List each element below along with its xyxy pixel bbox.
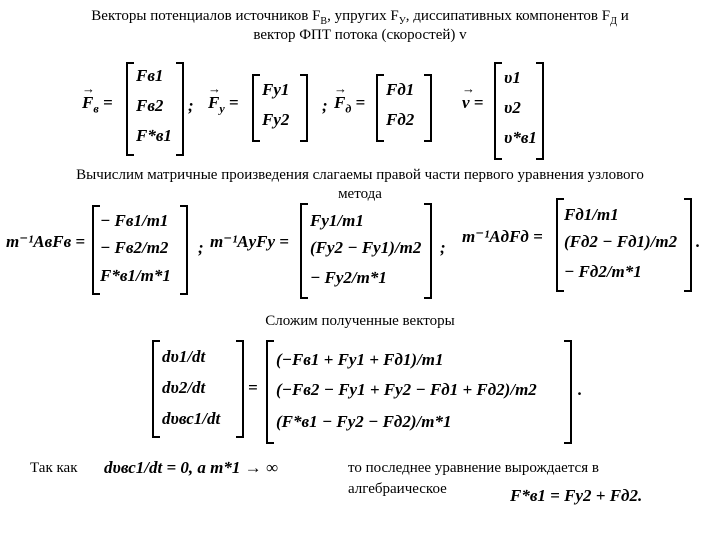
vector-v-row-2: υ2 (504, 98, 521, 117)
product-2-lhs: m⁻¹AуFу = (210, 232, 289, 251)
conclusion-condition: dυвс1/dt = 0, а m*1 → ∞ (104, 458, 278, 477)
conclusion-then: то последнее уравнение вырождается в (348, 460, 599, 476)
vector-fu-lhs: → $F_у$ = (208, 93, 239, 116)
vector-fb-left-bracket (126, 62, 134, 156)
vector-fd-row-2: Fд2 (386, 110, 415, 129)
vector-fb-right-bracket (176, 62, 184, 156)
conclusion-since: Так как (30, 460, 78, 476)
sum-lhs-row-3: dυвс1/dt (162, 409, 221, 428)
vector-fu-row-1: Fу1 (262, 80, 290, 99)
product-1-row-1: − Fв1/m1 (100, 211, 169, 230)
vector-fu-left-bracket (252, 74, 260, 142)
vector-v-row-1: υ1 (504, 68, 521, 87)
vector-v-right-bracket (536, 62, 544, 160)
product-3-row-2: (Fд2 − Fд1)/m2 (564, 232, 678, 251)
vector-fd-left-bracket (376, 74, 384, 142)
product-3-row-3: − Fд2/m*1 (564, 262, 642, 281)
product-3-end: . (696, 232, 701, 251)
vector-fu-row-2: Fу2 (262, 110, 290, 129)
product-1-right-bracket (180, 205, 188, 295)
sum-rhs-row-3: (F*в1 − Fу2 − Fд2)/m*1 (276, 412, 452, 431)
heading-line-1: Векторы потенциалов источников $F_В$, упругих $F_У$, диссипативных компонентов $F_Д$ и (91, 8, 629, 27)
product-1-left-bracket (92, 205, 100, 295)
vector-v-lhs: → v = (462, 93, 483, 113)
sum-rhs-row-2: (−Fв2 − Fу1 + Fу2 − Fд1 + Fд2)/m2 (276, 380, 537, 399)
product-1-sep: ; (198, 238, 204, 257)
product-3-right-bracket (684, 198, 692, 292)
product-1-row-2: − Fв2/m2 (100, 238, 169, 257)
product-2-sep: ; (440, 238, 446, 257)
product-2-row-3: − Fу2/m*1 (310, 268, 387, 287)
vector-fd-lhs: → $F_д$ = (334, 93, 365, 116)
vector-fb-row-3: F*в1 (136, 126, 172, 145)
vector-fb-lhs: → $F_в$ = (82, 93, 113, 116)
product-3-row-1: Fд1/m1 (564, 205, 619, 224)
vector-fb-row-1: Fв1 (136, 66, 164, 85)
product-3-left-bracket (556, 198, 564, 292)
compute-text-line-2: метода (338, 186, 382, 202)
vector-v-row-3: υ*в1 (504, 128, 537, 147)
conclusion-result: F*в1 = Fу2 + Fд2. (510, 486, 643, 505)
sum-lhs-left-bracket (152, 340, 160, 438)
sum-lhs-row-2: dυ2/dt (162, 378, 206, 397)
product-1-row-3: F*в1/m*1 (100, 266, 171, 285)
product-2-row-1: Fу1/m1 (310, 211, 364, 230)
product-2-left-bracket (300, 203, 308, 299)
sum-rhs-row-1: (−Fв1 + Fу1 + Fд1)/m1 (276, 350, 444, 369)
sum-equals: = (248, 378, 258, 397)
vector-fd-right-bracket (424, 74, 432, 142)
compute-text-line-1: Вычислим матричные произведения слагаемы правой части первого уравнения узлового (76, 167, 644, 183)
heading-line-2: вектор ФПТ потока (скоростей) v (253, 27, 467, 43)
product-2-row-2: (Fу2 − Fу1)/m2 (310, 238, 422, 257)
sum-text: Сложим полученные векторы (265, 313, 455, 329)
sum-rhs-left-bracket (266, 340, 274, 444)
vector-fu-sep: ; (322, 96, 328, 115)
vector-fd-row-1: Fд1 (386, 80, 415, 99)
product-3-lhs: m⁻¹AдFд = (462, 227, 543, 246)
vector-fb-sep: ; (188, 96, 194, 115)
sum-end: . (578, 380, 583, 399)
conclusion-then-2: алгебраическое (348, 481, 447, 497)
vector-fu-right-bracket (300, 74, 308, 142)
sum-lhs-row-1: dυ1/dt (162, 347, 206, 366)
vector-fb-row-2: Fв2 (136, 96, 164, 115)
sum-rhs-right-bracket (564, 340, 572, 444)
product-1-lhs: m⁻¹AвFв = (6, 232, 86, 251)
sum-lhs-right-bracket (236, 340, 244, 438)
product-2-right-bracket (424, 203, 432, 299)
vector-v-left-bracket (494, 62, 502, 160)
